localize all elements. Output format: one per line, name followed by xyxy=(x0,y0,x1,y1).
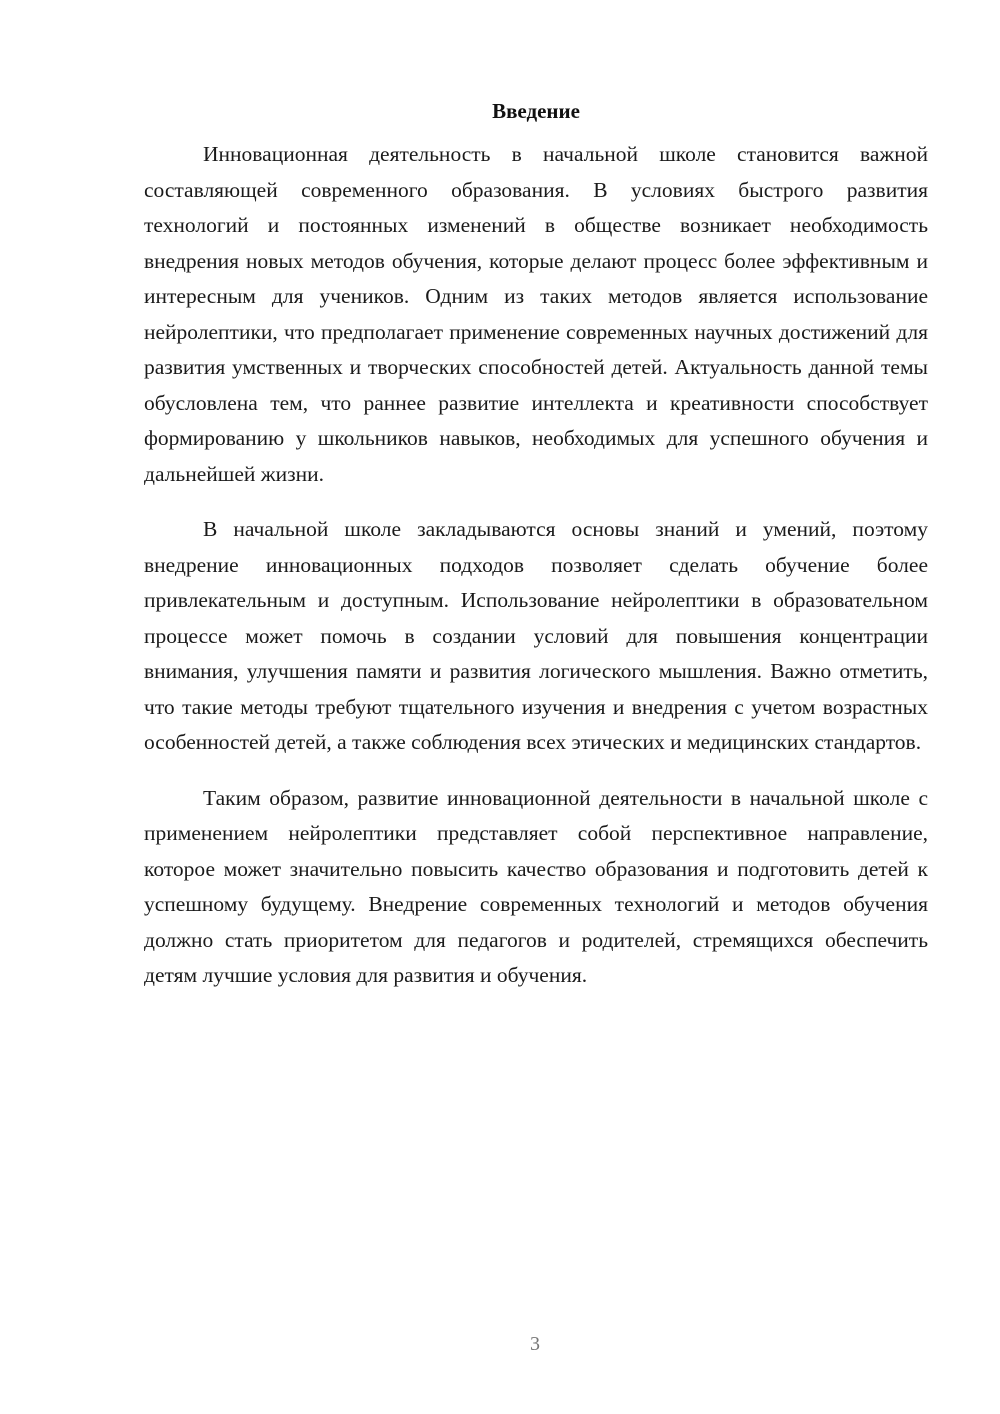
section-title: Введение xyxy=(492,99,580,123)
paragraph-1: Инновационная деятельность в начальной школе становится важной составляющей современного образования. В условиях быстрого развития технологий и постоянных изменений в обществе возникает необходимость внедрения новых методов обучения, которые делают процесс более эффективным и интересным для учеников. Одним из таких методов является использование нейролептики, что предполагает применение современных научных достижений для развития умственных и творческих способностей детей. Актуальность данной темы обусловлена тем, что раннее развитие интеллекта и креативности способствует формированию у школьников навыков, необходимых для успешного обучения и дальнейшей жизни. xyxy=(144,142,928,486)
page-number: 3 xyxy=(530,1333,540,1355)
paragraph-3: Таким образом, развитие инновационной деятельности в начальной школе с применением нейролептики представляет собой перспективное направление, которое может значительно повысить качество образования и подготовить детей к успешному будущему. Внедрение современных технологий и методов обучения должно стать приоритетом для педагогов и родителей, стремящихся обеспечить детям лучшие условия для развития и обучения. xyxy=(144,785,928,987)
document-body xyxy=(144,96,928,1014)
paragraph-2: В начальной школе закладываются основы знаний и умений, поэтому внедрение инновационных подходов позволяет сделать обучение более привлекательным и доступным. Использование нейролептики в образовательном процессе может помочь в создании условий для повышения концентрации внимания, улучшения памяти и развития логического мышления. Важно отметить, что такие методы требуют тщательного изучения и внедрения с учетом возрастных особенностей детей, а также соблюдения всех этических и медицинских стандартов. xyxy=(144,517,928,754)
